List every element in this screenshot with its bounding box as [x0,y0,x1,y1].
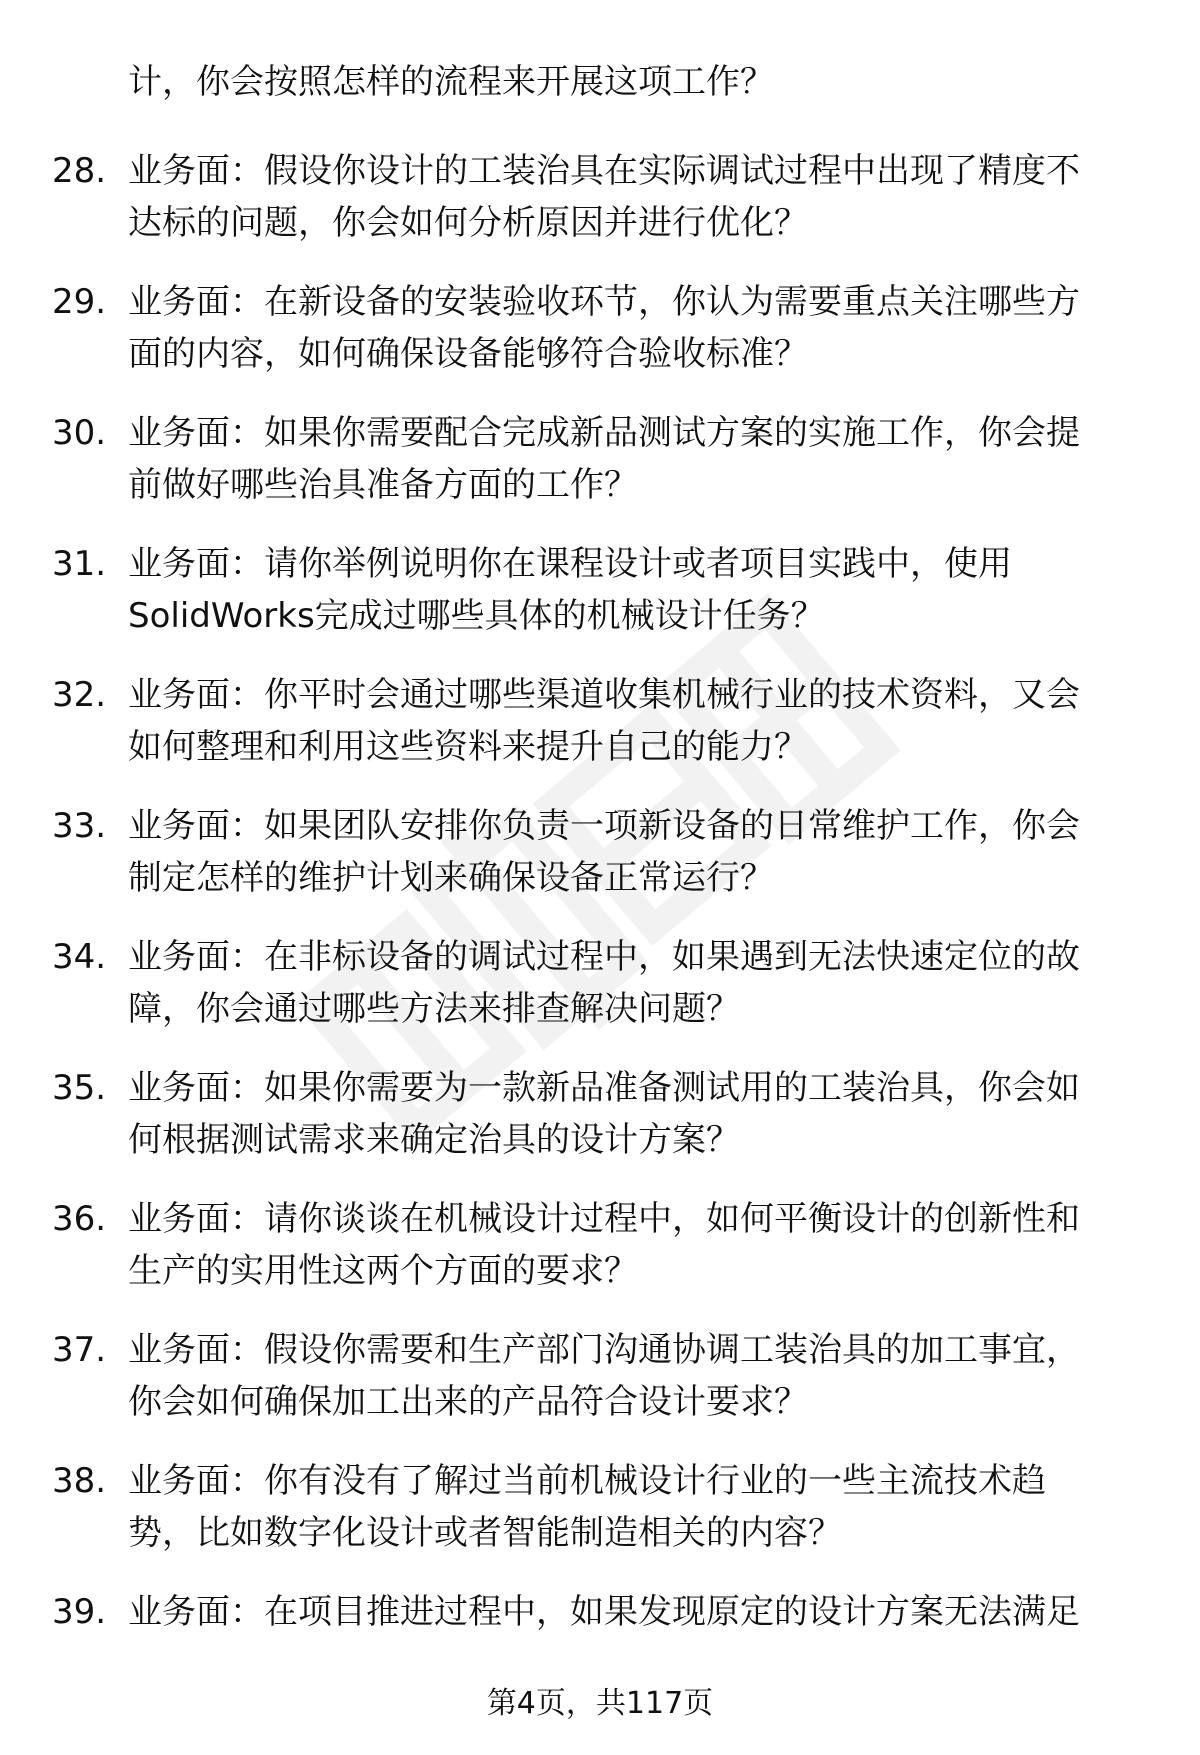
question-text-line2: 势，比如数字化设计或者智能制造相关的内容？ [128,1513,842,1553]
question-item [0,669,1200,800]
question-number: 29. [52,282,107,322]
question-number: 34. [52,937,107,977]
question-text-line2: 何根据测试需求来确定治具的设计方案？ [128,1120,740,1160]
question-item [0,800,1200,931]
question-item [0,276,1200,407]
question-text-line1: 业务面：你有没有了解过当前机械设计行业的一些主流技术趋 [128,1461,1046,1501]
question-list [0,145,1200,1717]
question-number: 36. [52,1199,107,1239]
question-text-line1: 业务面：假设你需要和生产部门沟通协调工装治具的加工事宜， [128,1330,1080,1370]
question-text-line2: 障，你会通过哪些方法来排查解决问题？ [128,989,740,1029]
question-item [0,145,1200,276]
question-text-line1: 业务面：请你谈谈在机械设计过程中，如何平衡设计的创新性和 [128,1199,1080,1239]
question-text-line1: 业务面：在非标设备的调试过程中，如果遇到无法快速定位的故 [128,937,1080,977]
question-text-line2: 生产的实用性这两个方面的要求？ [128,1251,638,1291]
question-text-line2: 达标的问题，你会如何分析原因并进行优化？ [128,203,808,243]
question-text-line1: 业务面：在项目推进过程中，如果发现原定的设计方案无法满足 [128,1592,1080,1632]
continuation-line: 计，你会按照怎样的流程来开展这项工作？ [128,62,774,102]
question-text-line2: 你会如何确保加工出来的产品符合设计要求？ [128,1382,808,1422]
question-item [0,1062,1200,1193]
question-item [0,538,1200,669]
question-text-line2: 如何整理和利用这些资料来提升自己的能力？ [128,727,808,767]
question-item [0,1193,1200,1324]
question-text-line1: 业务面：如果团队安排你负责一项新设备的日常维护工作，你会 [128,806,1080,846]
question-number: 35. [52,1068,107,1108]
question-text-line1: 业务面：如果你需要为一款新品准备测试用的工装治具，你会如 [128,1068,1080,1108]
question-number: 28. [52,151,107,191]
question-item [0,931,1200,1062]
question-number: 38. [52,1461,107,1501]
question-text-line2: SolidWorks完成过哪些具体的机械设计任务？ [128,596,825,636]
question-text-line1: 业务面：请你举例说明你在课程设计或者项目实践中，使用 [128,544,1012,584]
question-number: 31. [52,544,107,584]
question-text-line1: 业务面：在新设备的安装验收环节，你认为需要重点关注哪些方 [128,282,1080,322]
question-text-line2: 面的内容，如何确保设备能够符合验收标准？ [128,334,808,374]
page-footer: 第4页，共117页 [486,1686,714,1721]
question-item [0,407,1200,538]
question-number: 33. [52,806,107,846]
question-item [0,1455,1200,1586]
question-text-line2: 制定怎样的维护计划来确保设备正常运行？ [128,858,774,898]
question-number: 37. [52,1330,107,1370]
question-text-line1: 业务面：你平时会通过哪些渠道收集机械行业的技术资料，又会 [128,675,1080,715]
question-text-line1: 业务面：如果你需要配合完成新品测试方案的实施工作，你会提 [128,413,1080,453]
question-text-line2: 前做好哪些治具准备方面的工作？ [128,465,638,505]
question-number: 32. [52,675,107,715]
question-number: 30. [52,413,107,453]
question-text-line1: 业务面：假设你设计的工装治具在实际调试过程中出现了精度不 [128,151,1080,191]
question-number: 39. [52,1592,107,1632]
question-item [0,1324,1200,1455]
